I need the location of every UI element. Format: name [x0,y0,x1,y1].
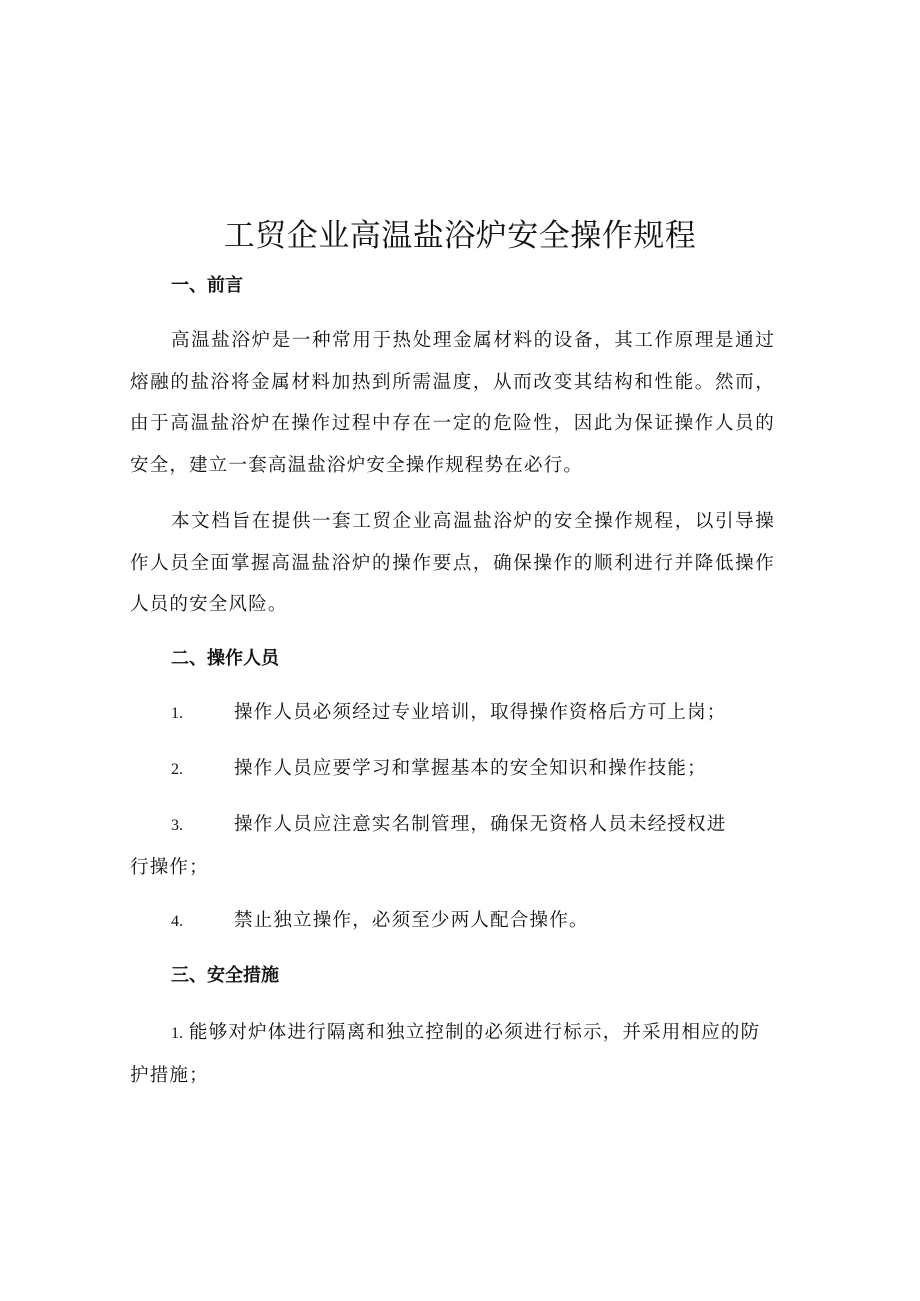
list-number: 2. [171,761,183,778]
section-heading-safety: 三、安全措施 [171,965,279,986]
list-item [130,804,740,888]
list-number: 1. [171,1025,183,1042]
paragraph: 本文档旨在提供一套工贸企业高温盐浴炉的安全操作规程，以引导操作人员全面掌握高温盐浴炉的操作要点，确保操作的顺利进行并降低操作人员的安全风险。 [130,511,775,615]
list-text: 操作人员必须经过专业培训，取得操作资格后方可上岗； [234,702,727,723]
list-number: 3. [171,817,183,834]
list-text: 能够对炉体进行隔离和独立控制的必须进行标示，并采用相应的防护措施； [130,1022,761,1086]
section-heading-preface: 一、前言 [171,275,243,296]
paragraph: 高温盐浴炉是一种常用于热处理金属材料的设备，其工作原理是通过熔融的盐浴将金属材料加热到所需温度，从而改变其结构和性能。然而，由于高温盐浴炉在操作过程中存在一定的危险性，因此为保证操作人员的安全，建立一套高温盐浴炉安全操作规程势在必行。 [130,330,775,476]
section-heading-operators: 二、操作人员 [171,648,279,669]
list-item [130,1012,775,1096]
list-text: 操作人员应注意实名制管理，确保无资格人员未经授权进行操作； [130,814,727,878]
list-item [130,692,775,735]
list-number: 4. [171,913,183,930]
list-text: 操作人员应要学习和掌握基本的安全知识和操作技能； [234,758,707,779]
document-title: 工贸企业高温盐浴炉安全操作规程 [223,218,697,254]
list-text: 禁止独立操作，必须至少两人配合操作。 [234,910,589,931]
list-item [130,748,775,791]
list-number: 1. [171,705,183,722]
list-item [130,900,775,943]
